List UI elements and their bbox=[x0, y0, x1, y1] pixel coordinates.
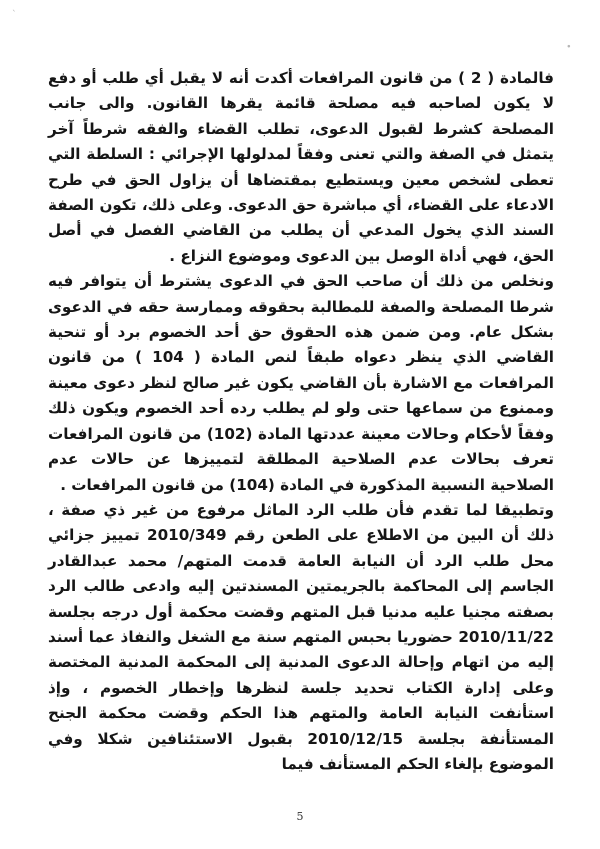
paragraph-admissibility-conditions: فالمادة ( 2 ) من قانون المرافعات أكدت أنه لا يقبل أي طلب أو دفع لا يكون لصاحبه فيه مصلحة قائمة يقرها القانون. والى جانب المصلحة كشرط لقبول الدعوى، تطلب القضاء والفقه شرطاً آخر يتمثل في الصفة والتي تعنى وفقاً لمدلولها الإجرائي : السلطة التي تعطى لشخص معين ويستطيع بمقتضاها أن يزاول الحق في طرح الادعاء على القضاء، أي مباشرة حق الدعوى. وعلى ذلك، تكون الصفة السند الذي يخول المدعي أن يطلب من القاضي الفصل في أصل الحق، فهي أداة الوصل بين الدعوى وموضوع النزاع . bbox=[48, 69, 554, 265]
paragraph-recusal-right: ونخلص من ذلك أن صاحب الحق في الدعوى يشترط أن يتوافر فيه شرطا المصلحة والصفة للمطالبة بحقوقه وممارسة حقه في الدعوى بشكل عام. ومن ضمن هذه الحقوق حق أحد الخصوم برد أو تنحية القاضي الذي ينظر دعواه طبقاً لنص المادة ( 104 ) من قانون المرافعات مع الاشارة بأن القاضي يكون غير صالح لنظر دعوى معينة وممنوع من سماعها حتى ولو لم يطلب رده أحد الخصوم ويكون ذلك وفقاً لأحكام وحالات معينة عددتها المادة (102) من قانون المرافعات تعرف بحالات عدم الصلاحية المطلقة لتمييزها عن حالات عدم الصلاحية النسبية المذكورة في المادة (104) من قانون المرافعات . bbox=[48, 272, 554, 494]
page-number: 5 bbox=[296, 810, 304, 823]
scan-speck-mark: ˋ bbox=[12, 10, 17, 20]
scan-speck-mark: ∙ bbox=[566, 42, 572, 52]
paragraph-case-application: وتطبيقا لما تقدم فأن طلب الرد الماثل مرفوع من غير ذي صفة ، ذلك أن البين من الاطلاع على الطعن رقم 2010/349 تمييز جزائي محل طلب الرد أن النيابة العامة قدمت المتهم/ محمد عبدالقادر الجاسم إلى المحاكمة بالجريمتين المسندتين إليه وادعى طالب الرد بصفته مجنيا عليه مدنيا قبل المتهم وقضت محكمة أول درجه بجلسة 2010/11/22 حضوريا بحبس المتهم سنة مع الشغل والنفاذ عما أسند إليه من اتهام وإحالة الدعوى المدنية إلى المحكمة المدنية المختصة وعلى إدارة الكتاب تحديد جلسة لنظرها وإخطار الخصوم ، وإذ استأنفت النيابة العامة والمتهم هذا الحكم وقضت محكمة الجنح المستأنفة بجلسة 2010/12/15 بقبول الاستئنافين شكلا وفي الموضوع بإلغاء الحكم المستأنف فيما bbox=[48, 500, 554, 773]
body-text bbox=[48, 66, 554, 777]
